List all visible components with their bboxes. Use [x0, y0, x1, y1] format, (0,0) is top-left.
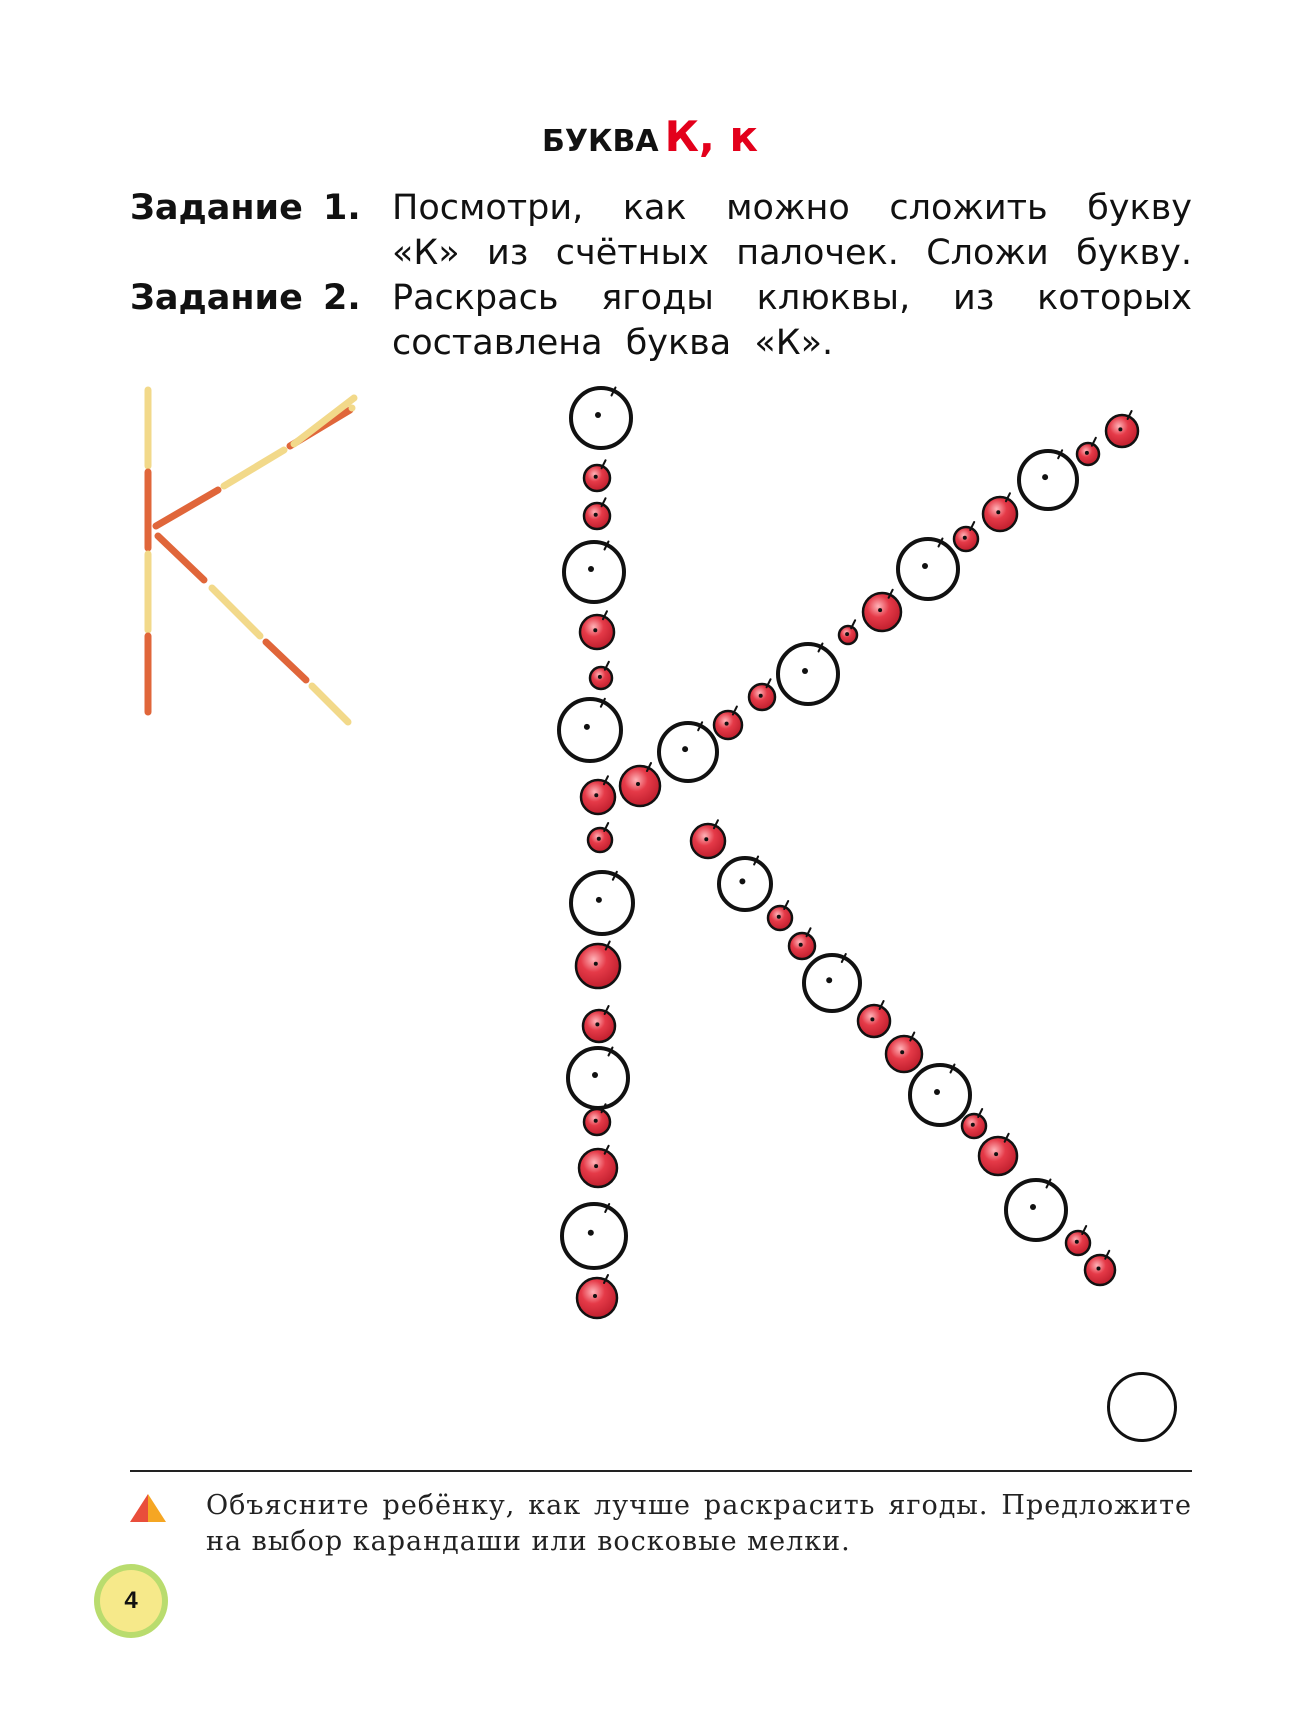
berry-outline[interactable]: [562, 1204, 626, 1268]
triangle-marker-icon: [130, 1492, 166, 1524]
task-1-line-1: Посмотри, как можно сложить букву: [392, 188, 1192, 228]
berry-outline[interactable]: [659, 722, 717, 781]
berry-outline[interactable]: [1006, 1180, 1066, 1241]
parent-note: Объясните ребёнку, как лучше раскрасить ягоды. Предложите на выбор карандаши или восковые мелки.: [206, 1490, 1192, 1557]
berry-outline[interactable]: [1019, 450, 1077, 509]
berry-filled: [584, 498, 610, 529]
berry-layer: [559, 388, 1138, 1319]
berry-outline[interactable]: [564, 542, 624, 603]
berry-outline[interactable]: [778, 644, 838, 705]
berry-filled: [749, 679, 775, 710]
berry-filled: [1077, 438, 1099, 465]
berry-filled: [789, 928, 815, 959]
berry-filled: [979, 1134, 1017, 1175]
page-number: 4: [124, 1587, 138, 1614]
berry-outline[interactable]: [559, 699, 621, 761]
berry-filled: [576, 942, 620, 989]
berry-filled: [590, 662, 612, 689]
berry-outline[interactable]: [898, 539, 958, 600]
berry-filled: [581, 776, 615, 814]
task-2-line-1: Раскрась ягоды клюквы, из которых: [392, 278, 1192, 318]
task-2-label: Задание 2.: [130, 278, 361, 318]
task-1-line-2: «К» из счётных палочек. Сложи букву.: [392, 233, 1192, 273]
berry-filled: [714, 707, 742, 740]
berry-outline[interactable]: [719, 857, 771, 911]
heading-letters: К, к: [664, 112, 759, 161]
berry-filled: [579, 1146, 617, 1187]
berry-filled: [858, 1001, 890, 1037]
berry-outline[interactable]: [571, 388, 631, 449]
task-2-line-2: составлена буква «К».: [392, 323, 834, 363]
heading-word: БУКВА: [541, 124, 659, 159]
berry-filled: [691, 820, 725, 858]
berry-filled: [588, 823, 612, 852]
berry-filled: [863, 590, 901, 631]
berry-outline[interactable]: [910, 1065, 970, 1126]
berry-filled: [839, 620, 857, 644]
berry-filled: [983, 493, 1017, 531]
berry-filled: [1085, 1251, 1115, 1285]
berry-filled: [1066, 1226, 1090, 1255]
berry-filled: [583, 1006, 615, 1042]
berry-outline[interactable]: [804, 954, 860, 1011]
berry-filled: [584, 460, 610, 491]
berry-filled: [1106, 411, 1138, 447]
berry-outline[interactable]: [571, 872, 633, 934]
berry-filled: [577, 1275, 617, 1318]
berry-filled: [620, 763, 660, 806]
berry-filled: [954, 522, 978, 551]
berry-filled: [580, 611, 614, 649]
divider-line: [130, 1470, 1192, 1472]
sample-outline-circle: [1107, 1372, 1177, 1442]
berry-filled: [768, 901, 792, 930]
berry-outline[interactable]: [568, 1048, 628, 1109]
task-1-label: Задание 1.: [130, 188, 361, 228]
berry-filled: [886, 1033, 922, 1073]
